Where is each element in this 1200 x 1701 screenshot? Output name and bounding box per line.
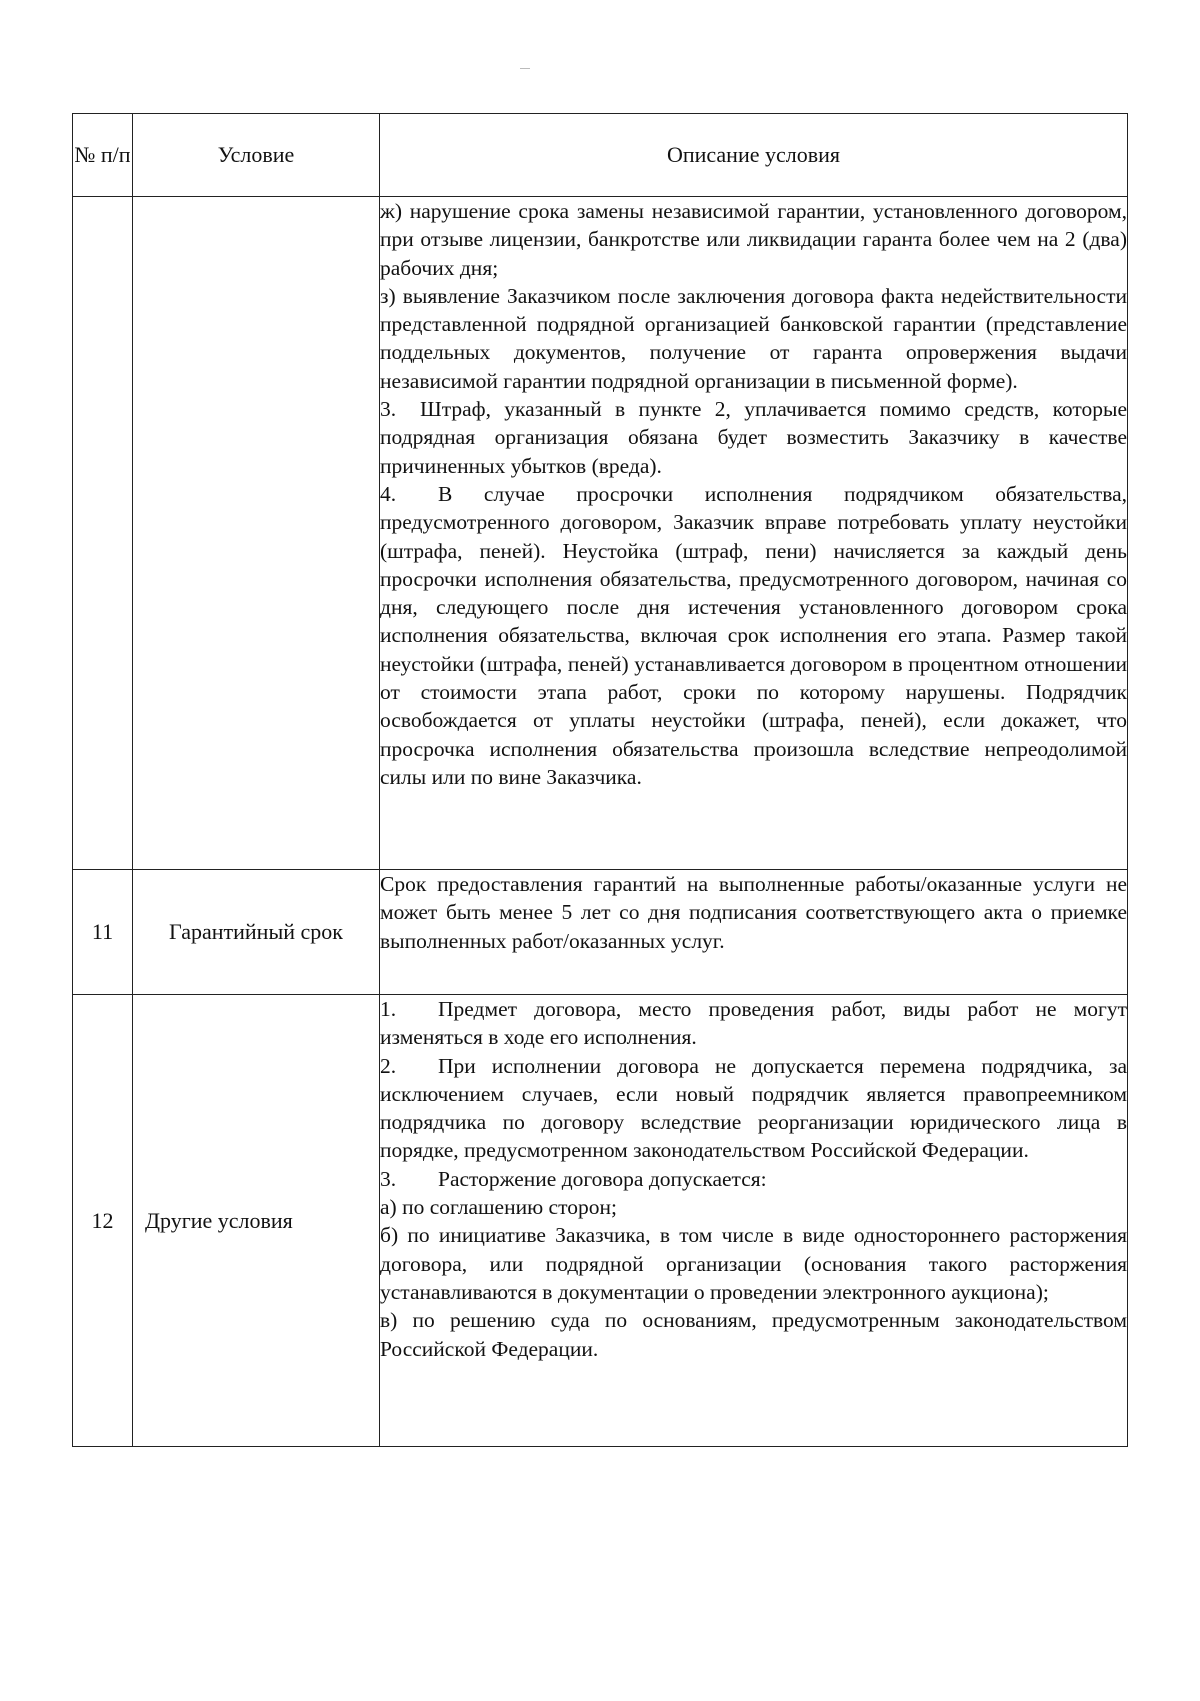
paragraph-text: з) выявление Заказчиком после заключения договора факта недействительности представленной подрядной организацией банковской гарантии (представление поддельных документов, получение от гаранта опровержения выдачи независимой гарантии подрядной организации в письменной форме).: [380, 283, 1127, 393]
table-row: [73, 197, 1128, 870]
description-paragraph: [380, 282, 1127, 395]
header-description: Описание условия: [380, 114, 1128, 197]
row-condition: [133, 197, 380, 870]
paragraph-text: Расторжение договора допускается:: [438, 1166, 767, 1191]
row-description: [380, 870, 1128, 995]
row-number: 12: [73, 995, 133, 1447]
row-description: [380, 197, 1128, 870]
description-paragraph: [380, 1052, 1127, 1165]
header-number-label: № п/п: [74, 142, 131, 167]
description-paragraph: [380, 1193, 1127, 1221]
description-paragraph: [380, 395, 1127, 480]
paragraph-text: в) по решению суда по основаниям, предусмотренным законодательством Российской Федерации.: [380, 1308, 1127, 1361]
paragraph-text: В случае просрочки исполнения подрядчиком обязательства, предусмотренного договором, Заказчик вправе потребовать уплату неустойки (штрафа, пеней). Неустойка (штраф, пени) начисляется за каждый день просрочки исполнения обязательства, предусмотренного договором, начиная со дня, следующего после дня истечения установленного договором срока исполнения обязательства, включая срок исполнения его этапа. Размер такой неустойки (штрафа, пеней) устанавливается договором в процентном отношении от стоимости этапа работ, сроки по которому нарушены. Подрядчик освобождается от уплаты неустойки (штрафа, пеней), если докажет, что просрочка исполнения обязательства произошла вследствие непреодолимой силы или по вине Заказчика.: [380, 481, 1127, 789]
header-number: [73, 114, 133, 197]
row-description: [380, 995, 1128, 1447]
paragraph-text: Штраф, указанный в пункте 2, уплачивается помимо средств, которые подрядная организация обязана будет возместить Заказчику в качестве причиненных убытков (вреда).: [380, 397, 1127, 478]
paragraph-number: 2.: [380, 1053, 397, 1078]
paragraph-number: 4.: [380, 481, 397, 506]
description-paragraph: [380, 1165, 1127, 1193]
description-paragraph: [380, 480, 1127, 791]
row-condition: Другие условия: [133, 995, 380, 1447]
paragraph-text: б) по инициативе Заказчика, в том числе в виде одностороннего расторжения договора, или подрядной организации (основания такого расторжения устанавливаются в документации о проведении электронного аукциона);: [380, 1223, 1127, 1304]
paragraph-text: При исполнении договора не допускается перемена подрядчика, за исключением случаев, если новый подрядчик является правопреемником подрядчика по договору вследствие реорганизации юридического лица в порядке, предусмотренном законодательством Российской Федерации.: [380, 1053, 1127, 1163]
row-condition: Гарантийный срок: [133, 870, 380, 995]
description-paragraph: [380, 1221, 1127, 1306]
row-number: 11: [73, 870, 133, 995]
conditions-table: [72, 113, 1128, 1447]
table-header-row: [73, 114, 1128, 197]
scan-mark: [520, 68, 530, 69]
description-paragraph: [380, 1306, 1127, 1363]
paragraph-number: 3.: [380, 1166, 397, 1191]
table-row: [73, 995, 1128, 1447]
description-paragraph: [380, 995, 1127, 1052]
row-number: [73, 197, 133, 870]
table-row: [73, 870, 1128, 995]
description-paragraph: [380, 197, 1127, 282]
description-paragraph: [380, 870, 1127, 955]
paragraph-text: Срок предоставления гарантий на выполненные работы/оказанные услуги не может быть менее 5 лет со дня подписания соответствующего акта о приемке выполненных работ/оказанных услуг.: [380, 872, 1127, 953]
paragraph-text: ж) нарушение срока замены независимой гарантии, установленного договором, при отзыве лицензии, банкротстве или ликвидации гаранта более чем на 2 (два) рабочих дня;: [380, 199, 1127, 280]
paragraph-text: Предмет договора, место проведения работ, виды работ не могут изменяться в ходе его исполнения.: [380, 997, 1127, 1050]
paragraph-number: 1.: [380, 997, 397, 1021]
header-condition: Условие: [133, 114, 380, 197]
paragraph-text: а) по соглашению сторон;: [380, 1195, 617, 1220]
paragraph-number: 3.: [380, 397, 397, 422]
